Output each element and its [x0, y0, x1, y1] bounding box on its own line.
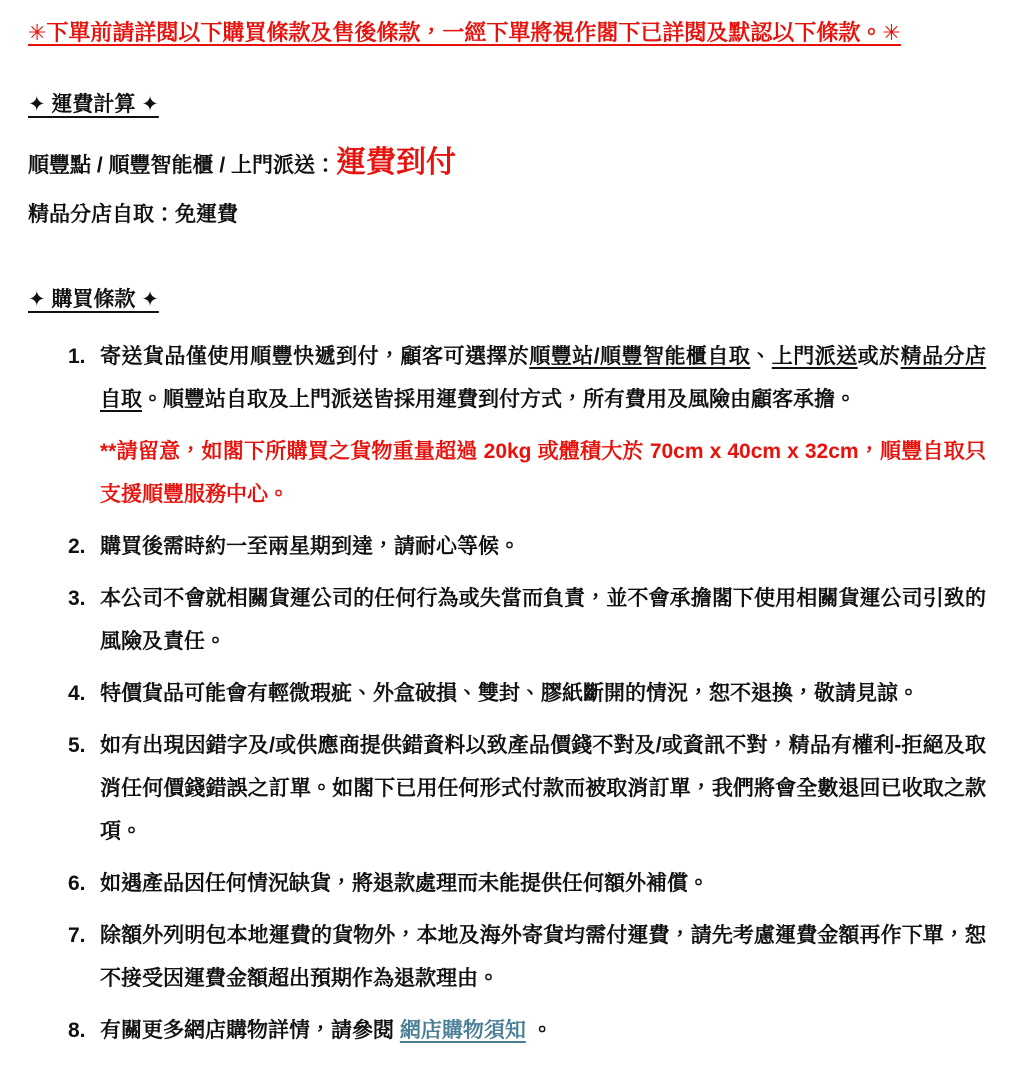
term-text: 購買後需時約一至兩星期到達，請耐心等候。: [100, 535, 520, 558]
item-number: 5.: [68, 734, 86, 757]
shipping-methods-line: [28, 144, 988, 185]
term-text-segment: 、: [750, 345, 772, 368]
term-item-4: [68, 672, 988, 715]
pickup-option-sf-station: 順豐站/順豐智能櫃自取: [529, 345, 751, 368]
term-item-5: [68, 724, 988, 853]
item-body: [100, 335, 986, 516]
term-item-1: [68, 335, 988, 516]
term-text: [100, 335, 986, 421]
item-number: 4.: [68, 682, 86, 705]
item-number: 2.: [68, 535, 86, 558]
pre-order-notice: ✳下單前請詳閱以下購買條款及售後條款，一經下單將視作閣下已詳閱及默認以下條款。✳: [28, 20, 901, 45]
pickup-option-store: 精品分店自取: [100, 345, 987, 411]
weight-size-warning: **請留意，如閣下所購買之貨物重量超過 20kg 或體積大於 70cm x 40cm x 32cm，順豐自取只支援順豐服務中心。: [100, 440, 986, 506]
shipping-section-heading: ✦ 運費計算 ✦: [28, 93, 159, 116]
term-item-6: [68, 862, 988, 905]
purchase-terms-heading: ✦ 購買條款 ✦: [28, 288, 159, 311]
store-pickup-line: 精品分店自取：免運費: [28, 203, 238, 226]
item-number: 8.: [68, 1019, 86, 1042]
term-text: 除額外列明包本地運費的貨物外，本地及海外寄貨均需付運費，請先考慮運費金額再作下單，恕不接受因運費金額超出預期作為退款理由。: [100, 924, 986, 990]
term-text: 本公司不會就相關貨運公司的任何行為或失當而負責，並不會承擔閣下使用相關貨運公司引致的風險及責任。: [100, 587, 986, 653]
item-body: [100, 1009, 986, 1052]
term-text: [100, 1009, 986, 1052]
term-text-segment: 或於: [857, 345, 901, 368]
term-item-8: [68, 1009, 988, 1052]
shipping-methods-label: 順豐點 / 順豐智能櫃 / 上門派送：: [28, 154, 337, 177]
term-text-segment: 有關更多網店購物詳情，請參閱: [100, 1019, 400, 1042]
freight-collect-value: 運費到付: [336, 146, 457, 179]
term-text-segment: 。: [525, 1019, 553, 1042]
shop-guide-link[interactable]: 網店購物須知: [399, 1019, 526, 1042]
item-body: [100, 914, 986, 1000]
item-number: 1.: [68, 345, 86, 368]
term-item-7: [68, 914, 988, 1000]
item-body: [100, 525, 986, 568]
item-body: [100, 724, 986, 853]
pickup-option-home-delivery: 上門派送: [771, 345, 858, 368]
term-item-2: [68, 525, 988, 568]
item-number: 6.: [68, 872, 86, 895]
item-number: 7.: [68, 924, 86, 947]
term-text: 如有出現因錯字及/或供應商提供錯資料以致產品價錢不對及/或資訊不對，精品有權利-拒絕及取消任何價錢錯誤之訂單。如閣下已用任何形式付款而被取消訂單，我們將會全數退回已收取之款項。: [100, 734, 986, 843]
terms-document: [28, 18, 988, 1052]
item-body: [100, 672, 986, 715]
term-text-segment: 。順豐站自取及上門派送皆採用運費到付方式，所有費用及風險由顧客承擔。: [142, 388, 856, 411]
term-text: 如遇產品因任何情況缺貨，將退款處理而未能提供任何額外補償。: [100, 872, 709, 895]
item-body: [100, 577, 986, 663]
term-text: 特價貨品可能會有輕微瑕疵、外盒破損、雙封、膠紙斷開的情況，恕不退換，敬請見諒。: [100, 682, 919, 705]
item-body: [100, 862, 986, 905]
term-text-segment: 寄送貨品僅使用順豐快遞到付，顧客可選擇於: [100, 345, 530, 368]
term-item-3: [68, 577, 988, 663]
terms-list: [28, 335, 988, 1052]
item-number: 3.: [68, 587, 86, 610]
